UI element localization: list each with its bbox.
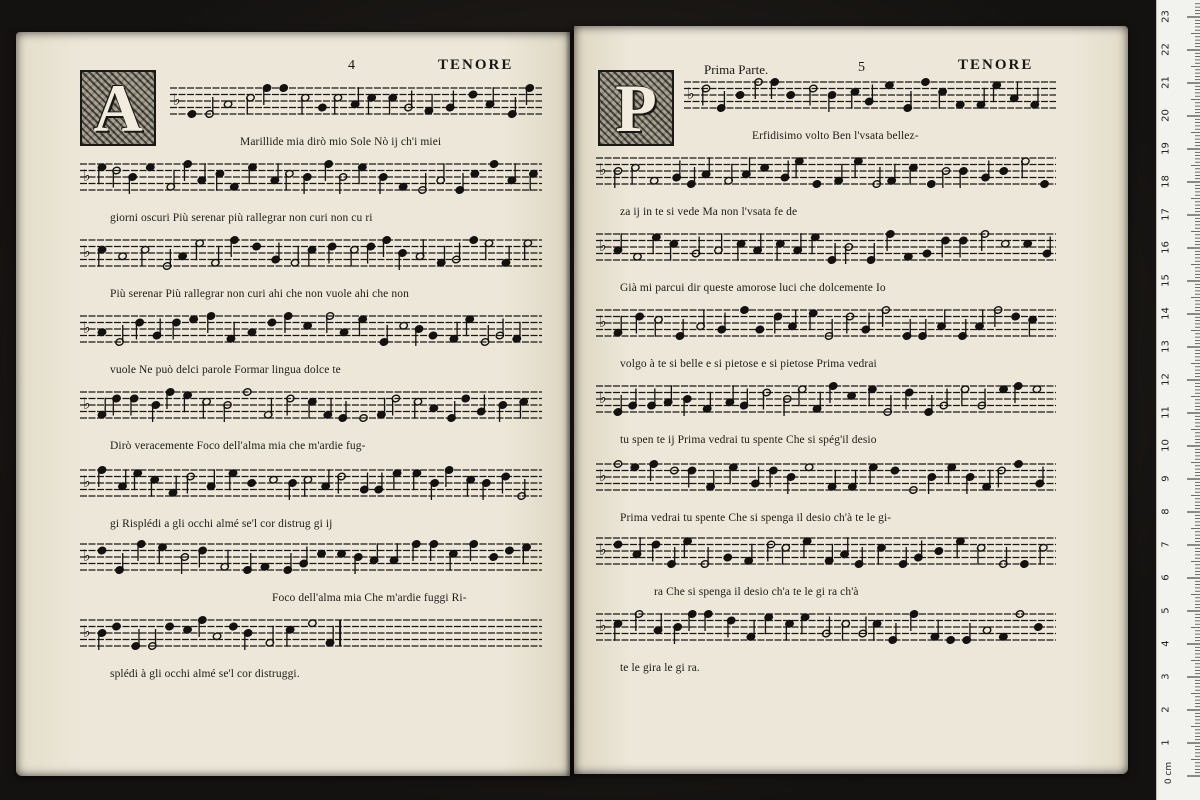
svg-text:♭: ♭ bbox=[83, 242, 91, 261]
svg-text:♭: ♭ bbox=[83, 472, 91, 491]
right-lyric-line-5: tu spen te ij Prima vedrai tu spente Che si spég'il desio bbox=[620, 434, 877, 446]
left-staff-5 bbox=[80, 384, 542, 430]
svg-text:♭: ♭ bbox=[599, 616, 607, 635]
right-staff-1 bbox=[684, 74, 1056, 120]
ruler-number: 10 bbox=[1160, 439, 1172, 452]
svg-text:♭: ♭ bbox=[173, 90, 181, 109]
right-staff-2 bbox=[596, 150, 1056, 196]
right-lyric-line-3: Già mi parcui dir queste amorose luci che dolcemente Io bbox=[620, 282, 886, 294]
ruler-number: 17 bbox=[1160, 208, 1172, 221]
right-staff-6 bbox=[596, 456, 1056, 502]
ruler-number: 9 bbox=[1160, 475, 1172, 482]
right-staff-5 bbox=[596, 378, 1056, 424]
ruler-number: 21 bbox=[1160, 76, 1172, 89]
ruler-number: 23 bbox=[1160, 10, 1172, 23]
ruler-number: 14 bbox=[1160, 307, 1172, 320]
left-lyric-line-1: Marillide mia dirò mio Sole Nò ij ch'i miei bbox=[240, 136, 442, 148]
ruler-number: 15 bbox=[1160, 274, 1172, 287]
decorated-initial-a bbox=[80, 70, 156, 146]
ruler-number: 1 bbox=[1160, 739, 1172, 746]
left-staff-6 bbox=[80, 462, 542, 508]
svg-text:♭: ♭ bbox=[599, 312, 607, 331]
svg-text:♭: ♭ bbox=[599, 466, 607, 485]
ruler-number: 13 bbox=[1160, 340, 1172, 353]
left-staff-1 bbox=[170, 80, 542, 126]
ruler-number: 6 bbox=[1160, 574, 1172, 581]
left-staff-4 bbox=[80, 308, 542, 354]
right-lyric-line-8: te le gira le gi ra. bbox=[620, 662, 700, 674]
ruler-number: 20 bbox=[1160, 109, 1172, 122]
svg-text:♭: ♭ bbox=[83, 318, 91, 337]
left-page bbox=[16, 32, 570, 776]
left-lyric-line-6: gi Risplédi a gli occhi almé se'l cor distrug gi ij bbox=[110, 518, 333, 530]
initial-letter: P bbox=[615, 70, 657, 146]
ruler-number: 4 bbox=[1160, 640, 1172, 647]
svg-text:♭: ♭ bbox=[599, 236, 607, 255]
initial-letter: A bbox=[93, 70, 143, 146]
ruler-number: 11 bbox=[1160, 406, 1172, 419]
left-lyric-line-3: Più serenar Più rallegrar non curi ahi che non vuole ahi che non bbox=[110, 288, 409, 300]
svg-text:♭: ♭ bbox=[83, 394, 91, 413]
right-page-number: 5 bbox=[858, 60, 865, 75]
right-page bbox=[574, 26, 1128, 774]
ruler-number: 2 bbox=[1160, 706, 1172, 713]
right-voice-label: TENORE bbox=[958, 57, 1034, 73]
ruler-number: 19 bbox=[1160, 142, 1172, 155]
right-staff-8 bbox=[596, 606, 1056, 652]
right-staff-3 bbox=[596, 226, 1056, 272]
svg-text:♭: ♭ bbox=[599, 540, 607, 559]
ruler-number: 22 bbox=[1160, 43, 1172, 56]
svg-text:♭: ♭ bbox=[83, 546, 91, 565]
left-lyric-line-4: vuole Ne può delci parole Formar lingua dolce te bbox=[110, 364, 341, 376]
left-staff-2 bbox=[80, 156, 542, 202]
right-lyric-line-7: ra Che si spenga il desio ch'a te le gi ra ch'à bbox=[654, 586, 859, 598]
svg-text:♭: ♭ bbox=[83, 622, 91, 641]
svg-text:♭: ♭ bbox=[599, 388, 607, 407]
left-staff-7 bbox=[80, 536, 542, 582]
left-lyric-line-5: Dirò veracemente Foco dell'alma mia che m'ardie fug- bbox=[110, 440, 366, 452]
right-lyric-line-6: Prima vedrai tu spente Che si spenga il desio ch'à te le gi- bbox=[620, 512, 892, 524]
measurement-ruler bbox=[1156, 0, 1200, 800]
part-title: Prima Parte. bbox=[704, 62, 769, 77]
left-staff-8 bbox=[80, 612, 542, 658]
ruler-number: 5 bbox=[1160, 607, 1172, 614]
right-lyric-line-1: Erfidisimo volto Ben l'vsata bellez- bbox=[752, 130, 919, 142]
left-page-number: 4 bbox=[348, 58, 355, 73]
right-staff-4 bbox=[596, 302, 1056, 348]
decorated-initial-p bbox=[598, 70, 674, 146]
left-voice-label: TENORE bbox=[438, 57, 514, 73]
ruler-number: 12 bbox=[1160, 373, 1172, 386]
ruler-unit-label: 0 cm bbox=[1164, 761, 1175, 785]
svg-text:♭: ♭ bbox=[687, 84, 695, 103]
ruler-number: 7 bbox=[1160, 541, 1172, 548]
ruler-number: 3 bbox=[1160, 673, 1172, 680]
left-staff-3 bbox=[80, 232, 542, 278]
ruler-number: 8 bbox=[1160, 508, 1172, 515]
right-staff-7 bbox=[596, 530, 1056, 576]
left-lyric-line-2: giorni oscuri Più serenar più rallegrar non curi non cu ri bbox=[110, 212, 373, 224]
ruler-number: 16 bbox=[1160, 241, 1172, 254]
left-lyric-line-8: splédi à gli occhi almé se'l cor distruggi. bbox=[110, 668, 300, 680]
right-lyric-line-4: volgo à te si belle e si pietose e si pietose Prima vedrai bbox=[620, 358, 877, 370]
right-lyric-line-2: za ij in te si vede Ma non l'vsata fe de bbox=[620, 206, 798, 218]
left-lyric-line-7: Foco dell'alma mia Che m'ardie fuggi Ri- bbox=[272, 592, 467, 604]
svg-text:♭: ♭ bbox=[599, 160, 607, 179]
ruler-number: 18 bbox=[1160, 175, 1172, 188]
svg-text:♭: ♭ bbox=[83, 166, 91, 185]
